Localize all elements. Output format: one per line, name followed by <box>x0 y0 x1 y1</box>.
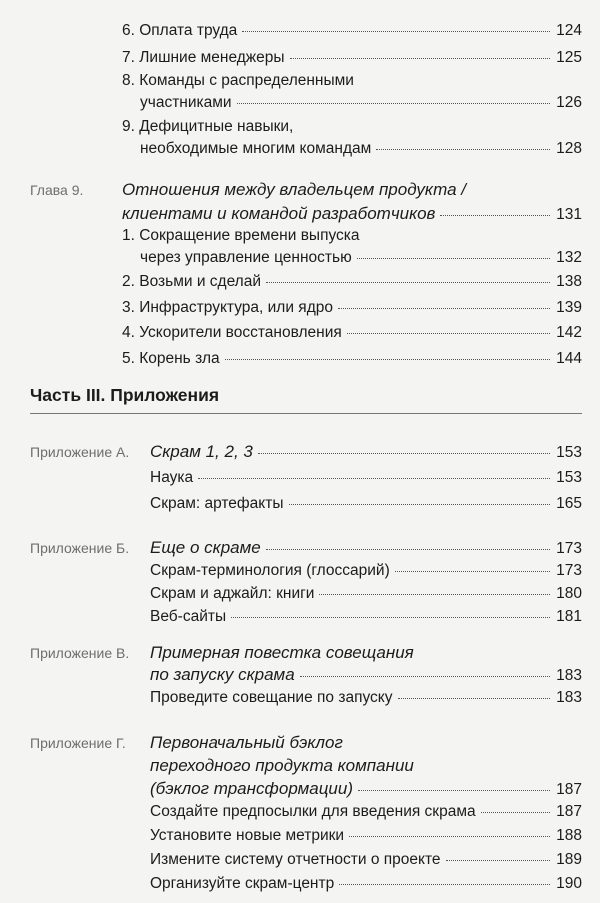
page-number: 128 <box>556 140 582 157</box>
toc-entry <box>150 802 582 822</box>
entry-title: Скрам и аджайл: книги <box>150 585 315 602</box>
appendix-title-line2: переходного продукта компании <box>150 756 414 775</box>
part-title: Часть III. Приложения <box>30 385 220 405</box>
entry-title: Создайте предпосылки для введения скрама <box>150 803 476 820</box>
entry-title: 6. Оплата труда <box>122 22 238 39</box>
appendix-entry <box>150 442 582 463</box>
dot-leader <box>339 884 550 885</box>
appendix-label: Приложение А. <box>30 444 130 460</box>
dot-leader <box>376 149 550 150</box>
dot-leader <box>237 103 550 104</box>
dot-leader <box>338 308 550 309</box>
entry-title-line1: 1. Сокращение времени выпуска <box>122 227 360 244</box>
dot-leader <box>290 58 550 59</box>
appendix-entry <box>150 665 582 686</box>
entry-title: Проведите совещание по запуску <box>150 689 393 706</box>
dot-leader <box>258 453 550 454</box>
appendix-label: Приложение В. <box>30 645 130 661</box>
dot-leader <box>440 215 550 216</box>
toc-entry <box>140 248 582 268</box>
entry-title: участниками <box>140 94 232 111</box>
appendix-entry <box>150 538 582 559</box>
toc-entry <box>122 298 582 318</box>
toc-entry <box>150 688 582 708</box>
dot-leader <box>349 836 550 837</box>
page-number: 132 <box>556 249 582 266</box>
entry-title: 7. Лишние менеджеры <box>122 49 285 66</box>
page-number: 153 <box>556 444 582 461</box>
entry-title: Скрам-терминология (глоссарий) <box>150 562 390 579</box>
entry-title: Установите новые метрики <box>150 827 345 844</box>
dot-leader <box>300 676 550 677</box>
dot-leader <box>289 504 551 505</box>
toc-entry <box>150 494 582 514</box>
toc-entry <box>122 323 582 343</box>
page-number: 183 <box>556 667 582 684</box>
entry-title: 2. Возьми и сделай <box>122 273 262 290</box>
entry-title: 5. Корень зла <box>122 350 220 367</box>
page-number: 189 <box>556 851 582 868</box>
toc-entry <box>122 48 582 68</box>
chapter-title: клиентами и командой разработчиков <box>122 204 436 223</box>
dot-leader <box>446 860 550 861</box>
toc-entry <box>150 850 582 870</box>
page-number: 173 <box>556 562 582 579</box>
chapter-title-line1: Отношения между владельцем продукта / <box>122 180 467 199</box>
dot-leader <box>225 359 550 360</box>
page-number: 183 <box>556 689 582 706</box>
entry-title-line1: 9. Дефицитные навыки, <box>122 118 294 135</box>
entry-title-line1: 8. Команды с распределенными <box>122 72 354 89</box>
appendix-title: по запуску скрама <box>150 665 295 684</box>
toc-entry <box>140 93 582 113</box>
chapter-entry <box>122 204 582 225</box>
page-number: 124 <box>556 22 582 39</box>
page-number: 153 <box>556 469 582 486</box>
page-number: 190 <box>556 875 582 892</box>
appendix-title: Скрам 1, 2, 3 <box>150 442 253 461</box>
dot-leader <box>347 333 550 334</box>
dot-leader <box>357 258 550 259</box>
page-number: 144 <box>556 350 582 367</box>
page-number: 131 <box>556 206 582 223</box>
entry-title: необходимые многим командам <box>140 140 372 157</box>
appendix-title-line1: Первоначальный бэклог <box>150 733 343 752</box>
page-number: 173 <box>556 540 582 557</box>
appendix-title: Еще о скраме <box>150 538 261 557</box>
dot-leader <box>395 571 550 572</box>
entry-title: Скрам: артефакты <box>150 495 284 512</box>
page-number: 188 <box>556 827 582 844</box>
dot-leader <box>398 698 551 699</box>
dot-leader <box>358 790 550 791</box>
toc-entry <box>150 561 582 581</box>
toc-entry <box>150 874 582 894</box>
entry-title: 4. Ускорители восстановления <box>122 324 342 341</box>
page-number: 181 <box>556 608 582 625</box>
entry-title: через управление ценностью <box>140 249 352 266</box>
page-number: 180 <box>556 585 582 602</box>
dot-leader <box>242 31 550 32</box>
toc-entry <box>150 468 582 488</box>
toc-entry <box>150 584 582 604</box>
page-number: 139 <box>556 299 582 316</box>
entry-title: Наука <box>150 469 194 486</box>
toc-entry <box>122 272 582 292</box>
dot-leader <box>266 549 550 550</box>
toc-entry <box>150 826 582 846</box>
page-number: 142 <box>556 324 582 341</box>
page-number: 138 <box>556 273 582 290</box>
toc-entry <box>122 21 582 41</box>
appendix-title: (бэклог трансформации) <box>150 779 354 798</box>
page-number: 125 <box>556 49 582 66</box>
appendix-title-line1: Примерная повестка совещания <box>150 643 414 662</box>
appendix-label: Приложение Б. <box>30 540 130 556</box>
entry-title: Веб-сайты <box>150 608 227 625</box>
dot-leader <box>231 617 550 618</box>
dot-leader <box>198 478 550 479</box>
dot-leader <box>266 282 550 283</box>
section-rule <box>30 413 582 414</box>
entry-title: 3. Инфраструктура, или ядро <box>122 299 333 316</box>
entry-title: Организуйте скрам-центр <box>150 875 335 892</box>
page-number: 187 <box>556 781 582 798</box>
toc-entry <box>140 139 582 159</box>
appendix-entry <box>150 779 582 800</box>
toc-entry <box>122 349 582 369</box>
toc-entry <box>150 607 582 627</box>
page-number: 165 <box>556 495 582 512</box>
dot-leader <box>319 594 550 595</box>
page-number: 187 <box>556 803 582 820</box>
chapter-label: Глава 9. <box>30 182 84 198</box>
page-number: 126 <box>556 94 582 111</box>
entry-title: Измените систему отчетности о проекте <box>150 851 441 868</box>
dot-leader <box>481 812 550 813</box>
appendix-label: Приложение Г. <box>30 735 126 751</box>
